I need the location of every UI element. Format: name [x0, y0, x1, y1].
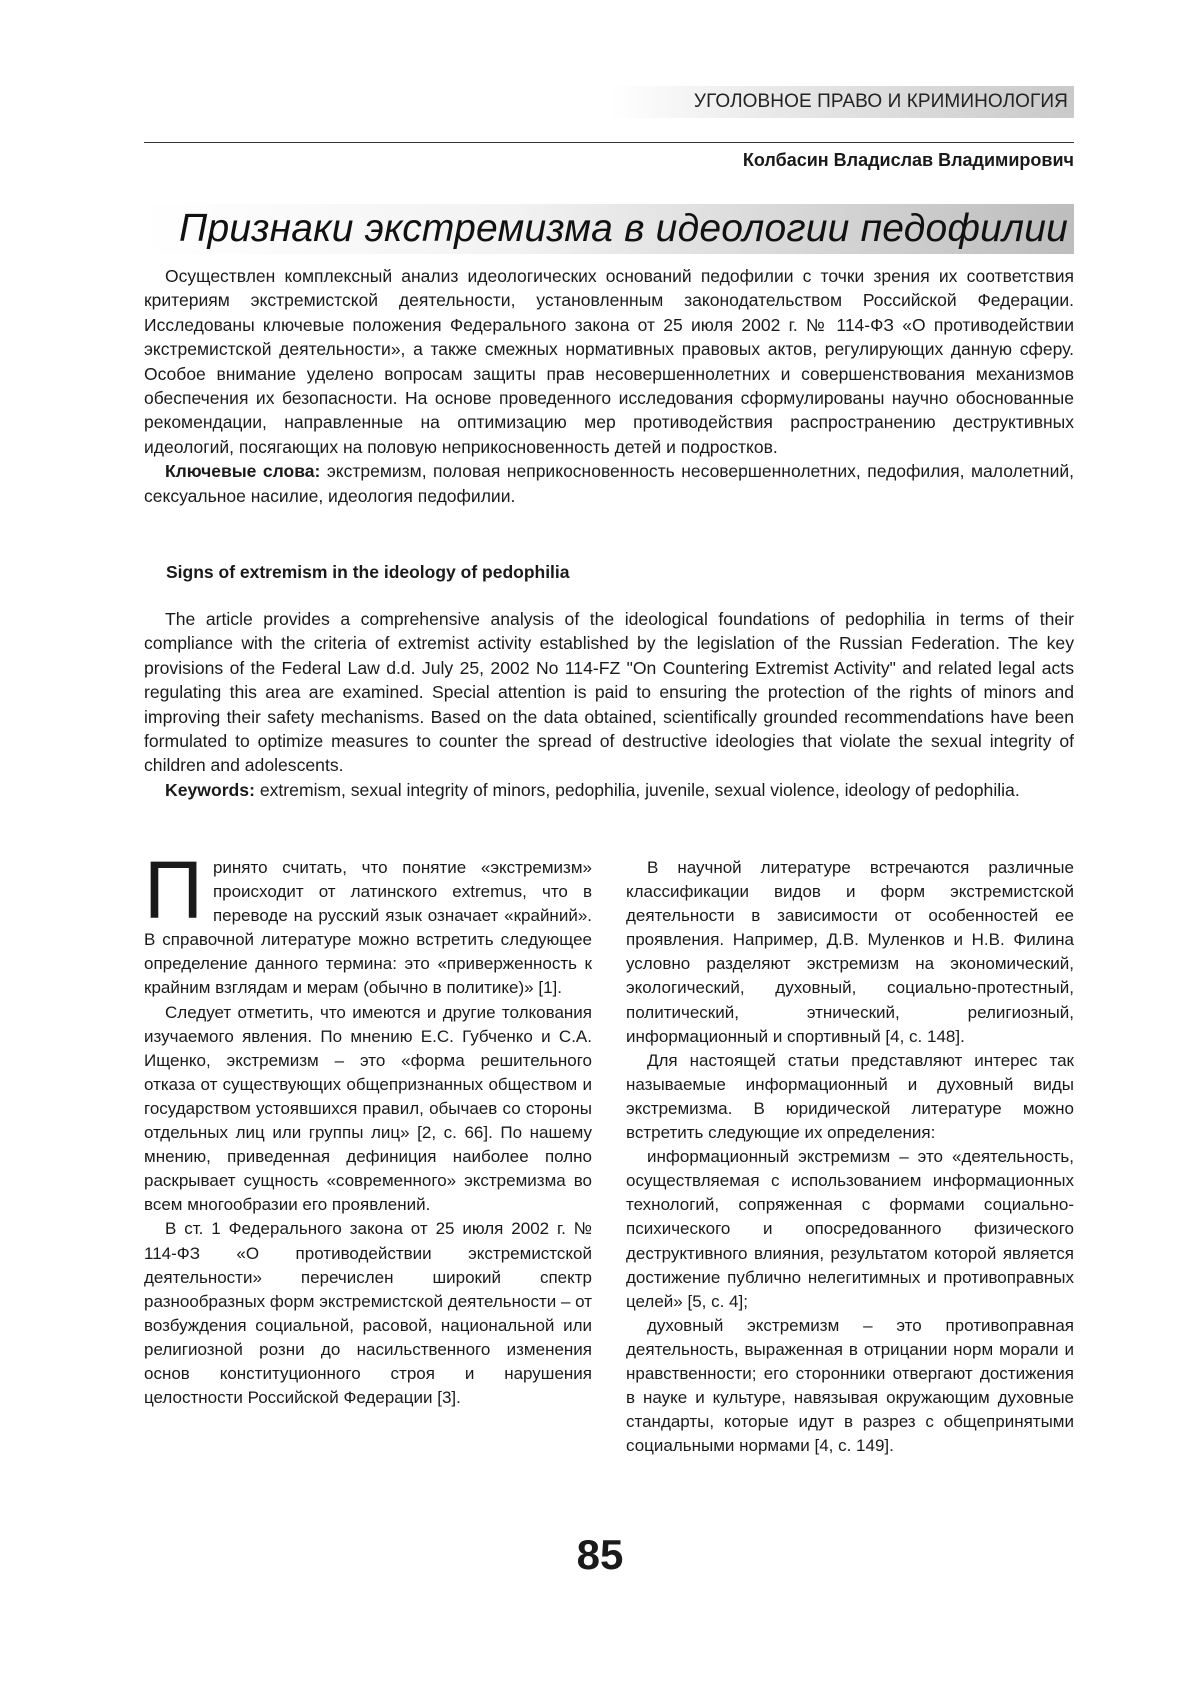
- body-paragraph-text: ринято считать, что понятие «экстремизм» происходит от латинского extremus, что в переводе на русский язык означает «крайний». В справочной литературе можно встретить следующее определение данного термина: это «приверженность к крайним взглядам и мерам (обычно в политике)» [1].: [144, 858, 592, 998]
- body-column-left: [144, 845, 593, 1410]
- body-column-right: [626, 856, 1074, 1458]
- abstract-ru-text: Осуществлен комплексный анализ идеологических оснований педофилии с точки зрения их соответствия критериям экстремистской деятельности, установленным законодательством Российской Федерации. Исследованы ключевые положения Федерального закона от 25 июля 2002 г. № 114-ФЗ «О противодействии экстремистской деятельности», а также смежных нормативных правовых актов, регулирующих данную сферу. Особое внимание уделено вопросам защиты прав несовершеннолетних и совершенствования механизмов обеспечения их безопасности. На основе проведенного исследования сформулированы научно обоснованные рекомендации, направленные на оптимизацию мер противодействия распространению деструктивных идеологий, посягающих на половую неприкосновенность детей и подростков.: [144, 266, 1074, 457]
- keywords-en: [144, 778, 1074, 802]
- keywords-ru-label: Ключевые слова:: [165, 461, 321, 482]
- body-paragraph: [144, 845, 592, 1001]
- keywords-en-label: Keywords:: [165, 779, 255, 800]
- page-number: 85: [576, 1531, 624, 1578]
- section-rubric: УГОЛОВНОЕ ПРАВО И КРИМИНОЛОГИЯ: [610, 86, 1074, 118]
- drop-cap: П: [144, 845, 203, 936]
- header-divider: [144, 142, 1074, 143]
- keywords-ru: [144, 459, 1074, 508]
- keywords-ru-text: экстремизм, половая неприкосновенность несовершеннолетних, педофилия, малолетний, сексуальное насилие, идеология педофилии.: [144, 461, 1074, 506]
- english-title: Signs of extremism in the ideology of pedophilia: [166, 562, 570, 582]
- body-paragraph: Следует отметить, что имеются и другие толкования изучаемого явления. По мнению Е.С. Губченко и С.А. Ищенко, экстремизм – это «форма решительного отказа от существующих общепризнанных обществом и государством устоявшихся правил, обычаев со стороны отдельных лиц или группы лиц» [2, с. 66]. По нашему мнению, приведенная дефиниция наиболее полно раскрывает сущность «современного» экстремизма во всем многообразии его проявлений.: [144, 1002, 592, 1215]
- keywords-en-text: extremism, sexual integrity of minors, pedophilia, juvenile, sexual violence, ideology of pedophilia.: [254, 779, 1020, 800]
- body-paragraph: информационный экстремизм – это «деятельность, осуществляемая с использованием информационных технологий, сопряженная с формами социально-психического и опосредованного физического деструктивного влияния, результатом которой является достижение публично нелегитимных и противоправных целей» [5, с. 4];: [626, 1147, 1074, 1311]
- abstract-english: [144, 607, 1074, 802]
- abstract-russian: [144, 264, 1074, 508]
- body-paragraph: В ст. 1 Федерального закона от 25 июля 2002 г. № 114-ФЗ «О противодействии экстремистской деятельности» перечислен широкий спектр разнообразных форм экстремистской деятельности – от возбуждения социальной, расовой, национальной или религиозной розни до насильственного изменения основ конституционного строя и нарушения целостности Российской Федерации [3].: [144, 1219, 593, 1408]
- body-paragraph: В научной литературе встречаются различные классификации видов и форм экстремистской деятельности в зависимости от особенностей ее проявления. Например, Д.В. Муленков и Н.В. Филина условно разделяют экстремизм на экономический, экологический, духовный, социально-протестный, политический, этнический, религиозный, информационный и спортивный [4, с. 148].: [626, 858, 1074, 1046]
- body-paragraph: духовный экстремизм – это противоправная деятельность, выраженная в отрицании норм морали и нравственности; его сторонники отвергают достижения в науке и культуре, навязывая окружающим духовные стандарты, которые идут в разрез с общепринятыми социальными нормами [4, с. 149].: [626, 1315, 1074, 1456]
- abstract-en-text: The article provides a comprehensive analysis of the ideological foundations of pedophilia in terms of their compliance with the criteria of extremist activity established by the legislation of the Russian Federation. The key provisions of the Federal Law d.d. July 25, 2002 No 114-FZ "On Countering Extremist Activity" and related legal acts regulating this area are examined. Special attention is paid to ensuring the protection of the rights of minors and improving their safety mechanisms. Based on the data obtained, scientifically grounded recommendations have been formulated to optimize measures to counter the spread of destructive ideologies that violate the sexual integrity of children and adolescents.: [144, 609, 1074, 776]
- author-name: Колбасин Владислав Владимирович: [742, 150, 1074, 170]
- article-title: Признаки экстремизма в идеологии педофилии: [179, 207, 1068, 250]
- body-paragraph: Для настоящей статьи представляют интерес так называемые информационный и духовный виды экстремизма. В юридической литературе можно встретить следующие их определения:: [626, 1050, 1074, 1143]
